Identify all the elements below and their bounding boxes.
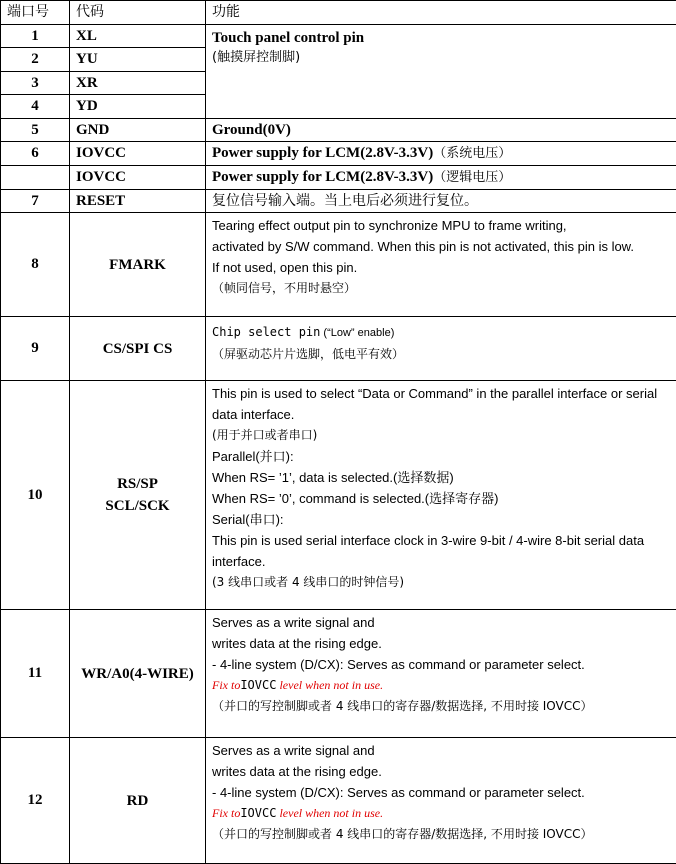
header-row — [1, 1, 676, 25]
pin-function-text: Power supply for LCM(2.8V-3.3V) — [212, 169, 434, 185]
header-function: 功能 — [206, 1, 676, 25]
function-line-cn: （帧同信号，不用时悬空） — [212, 281, 357, 295]
pin-function — [206, 166, 676, 190]
pin-name: FMARK — [70, 213, 206, 317]
touch-panel-function — [206, 25, 676, 119]
touch-panel-subtitle: (触摸屏控制脚) — [212, 50, 301, 65]
touch-panel-title: Touch panel control pin — [212, 30, 365, 46]
pin-function — [206, 738, 676, 864]
note-mono-text: IOVCC — [240, 806, 277, 820]
function-line-cn: (用于并口或者串口) — [212, 428, 318, 442]
table-row — [1, 213, 676, 317]
table-row — [1, 190, 676, 213]
function-line: - 4-line system (D/CX): Serves as command or parameter select. — [212, 657, 585, 672]
pin-name: RD — [70, 738, 206, 864]
table-row — [1, 610, 676, 738]
pin-name: IOVCC — [70, 142, 206, 166]
pin-name: RESET — [70, 190, 206, 213]
pin-function: 复位信号输入端。当上电后必须进行复位。 — [206, 190, 676, 213]
pin-number: 11 — [1, 610, 70, 738]
pin-name: XL — [70, 25, 206, 48]
function-line: Serves as a write signal and — [212, 615, 375, 630]
pin-number: 4 — [1, 95, 70, 119]
note-text: Fix to — [212, 806, 241, 820]
table-row — [1, 381, 676, 610]
pin-name: YD — [70, 95, 206, 119]
function-line: Serves as a write signal and — [212, 743, 375, 758]
pin-name: GND — [70, 119, 206, 142]
pin-name: YU — [70, 48, 206, 72]
table-row — [1, 119, 676, 142]
pin-name-line: RS/SP — [117, 476, 158, 492]
function-line-cn: （并口的写控制脚或者 4 线串口的寄存器/数据选择, 不用时接 IOVCC） — [212, 827, 593, 841]
pin-function — [206, 381, 676, 610]
pin-number: 9 — [1, 317, 70, 381]
pin-number: 3 — [1, 72, 70, 95]
function-line — [212, 321, 676, 344]
pin-number: 1 — [1, 25, 70, 48]
function-line: Serial(串口): — [212, 512, 284, 527]
pin-number — [1, 166, 70, 190]
header-code: 代码 — [70, 1, 206, 25]
function-line: This pin is used to select “Data or Command” in the parallel interface or serial — [212, 386, 658, 401]
function-line: If not used, open this pin. — [212, 260, 358, 275]
pin-function — [206, 213, 676, 317]
pin-function-cn: （逻辑电压） — [433, 170, 512, 185]
function-line: writes data at the rising edge. — [212, 636, 382, 651]
table-row — [1, 142, 676, 166]
function-line-cn: （并口的写控制脚或者 4 线串口的寄存器/数据选择, 不用时接 IOVCC） — [212, 699, 593, 713]
pin-number: 12 — [1, 738, 70, 864]
function-line: writes data at the rising edge. — [212, 764, 382, 779]
note-text: Fix to — [212, 678, 241, 692]
pin-number: 8 — [1, 213, 70, 317]
table-row — [1, 317, 676, 381]
pin-name-line: SCL/SCK — [105, 498, 170, 514]
function-mono-text: Chip select pin — [212, 325, 321, 339]
function-line: - 4-line system (D/CX): Serves as command or parameter select. — [212, 785, 585, 800]
pin-number: 2 — [1, 48, 70, 72]
pin-function-cn: （系统电压） — [433, 146, 512, 161]
pin-function — [206, 317, 676, 381]
pin-name: IOVCC — [70, 166, 206, 190]
pin-number: 10 — [1, 381, 70, 610]
note-text: level when not in use. — [276, 678, 384, 692]
function-line: Tearing effect output pin to synchronize MPU to frame writing, — [212, 218, 567, 233]
pin-function — [206, 610, 676, 738]
function-line: activated by S/W command. When this pin is not activated, this pin is low. — [212, 239, 634, 254]
pin-name: WR/A0(4-WIRE) — [70, 610, 206, 738]
function-text: (“Low” enable) — [320, 327, 395, 339]
header-port: 端口号 — [1, 1, 70, 25]
table-row — [1, 166, 676, 190]
function-line: interface. — [212, 554, 266, 569]
function-line: Parallel(并口): — [212, 449, 294, 464]
function-line-cn: （屏驱动芯片片选脚，低电平有效） — [212, 347, 405, 361]
function-note-red — [212, 675, 676, 696]
note-mono-text: IOVCC — [240, 678, 277, 692]
pin-function — [206, 142, 676, 166]
function-note-red — [212, 803, 676, 824]
table-row — [1, 25, 676, 48]
function-line: This pin is used serial interface clock in 3-wire 9-bit / 4-wire 8-bit serial data — [212, 533, 645, 548]
pin-name: XR — [70, 72, 206, 95]
pin-function: Ground(0V) — [206, 119, 676, 142]
pin-name: CS/SPI CS — [70, 317, 206, 381]
function-line-cn: (3 线串口或者 4 线串口的时钟信号) — [212, 575, 405, 589]
function-line: When RS= ’1’, data is selected.(选择数据) — [212, 470, 454, 485]
function-line: When RS= ’0’, command is selected.(选择寄存器) — [212, 491, 499, 506]
pin-number: 5 — [1, 119, 70, 142]
note-text: level when not in use. — [276, 806, 384, 820]
pin-number: 7 — [1, 190, 70, 213]
pin-number: 6 — [1, 142, 70, 166]
table-row — [1, 738, 676, 864]
pin-name — [70, 381, 206, 610]
pin-function-text: Power supply for LCM(2.8V-3.3V) — [212, 145, 434, 161]
function-line: data interface. — [212, 407, 295, 422]
